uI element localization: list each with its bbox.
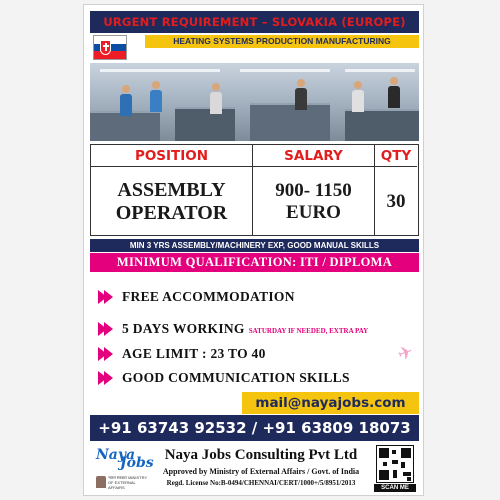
minimum-qualification: MINIMUM QUALIFICATION: ITI / DIPLOMA (90, 253, 419, 272)
scan-me-label: SCAN ME (374, 484, 416, 492)
qty-value (375, 167, 417, 237)
contact-phones[interactable]: +91 63743 92532 / +91 63809 18073 (90, 415, 419, 441)
logo-word: Naya (96, 447, 136, 463)
position-header: POSITION (91, 145, 252, 167)
job-table (90, 144, 419, 236)
ministry-label: भारत सरकार MINISTRY OF EXTERNAL AFFAIRS (108, 475, 148, 490)
contact-email[interactable]: mail@nayajobs.com (242, 392, 419, 414)
double-arrow-icon (98, 347, 114, 361)
position-line: OPERATOR (115, 202, 228, 224)
benefit-text: 5 DAYS WORKING (122, 321, 245, 336)
company-name: Naya Jobs Consulting Pvt Ltd (164, 447, 358, 463)
qr-code-icon[interactable] (376, 445, 414, 483)
slovakia-flag-icon (93, 35, 127, 60)
double-arrow-icon (98, 322, 114, 336)
salary-line: 900- 1150 (275, 180, 352, 202)
benefit-item (98, 345, 266, 363)
footer (90, 443, 419, 493)
position-line: ASSEMBLY (117, 179, 226, 201)
headline: URGENT REQUIREMENT – SLOVAKIA (EUROPE) (90, 11, 419, 33)
double-arrow-icon (98, 290, 114, 304)
logo-word: Jobs (120, 455, 154, 471)
experience-requirement: MIN 3 YRS ASSEMBLY/MACHINERY EXP, GOOD MANUAL SKILLS (90, 239, 419, 252)
salary-column (253, 145, 375, 235)
benefit-item (98, 369, 350, 387)
qty-header: QTY (375, 145, 417, 167)
salary-header: SALARY (253, 145, 374, 167)
salary-line: EURO (286, 202, 341, 223)
job-poster (83, 4, 424, 496)
qty-column (375, 145, 417, 235)
subheadline: HEATING SYSTEMS PRODUCTION MANUFACTURING (145, 35, 419, 48)
national-emblem-icon (96, 476, 106, 488)
approval-text: Approved by Ministry of External Affairs / Govt. of India (162, 467, 360, 476)
double-arrow-icon (98, 371, 114, 385)
airplane-icon: ✈ (394, 341, 416, 366)
benefit-text: AGE LIMIT : 23 TO 40 (122, 346, 266, 361)
benefit-item (98, 288, 295, 306)
factory-workers-photo (90, 63, 419, 141)
qty-number: 30 (386, 191, 406, 213)
position-column (91, 145, 253, 235)
license-number: Regd. License No:B-0494/CHENNAI/CERT/1000+/5/8951/2013 (166, 479, 356, 487)
benefit-text: FREE ACCOMMODATION (122, 289, 295, 304)
position-value (91, 167, 252, 237)
benefit-text: GOOD COMMUNICATION SKILLS (122, 370, 350, 385)
benefit-note: SATURDAY IF NEEDED, EXTRA PAY (248, 326, 369, 335)
salary-value (253, 167, 374, 237)
company-logo (94, 447, 154, 475)
benefit-item (98, 320, 368, 338)
